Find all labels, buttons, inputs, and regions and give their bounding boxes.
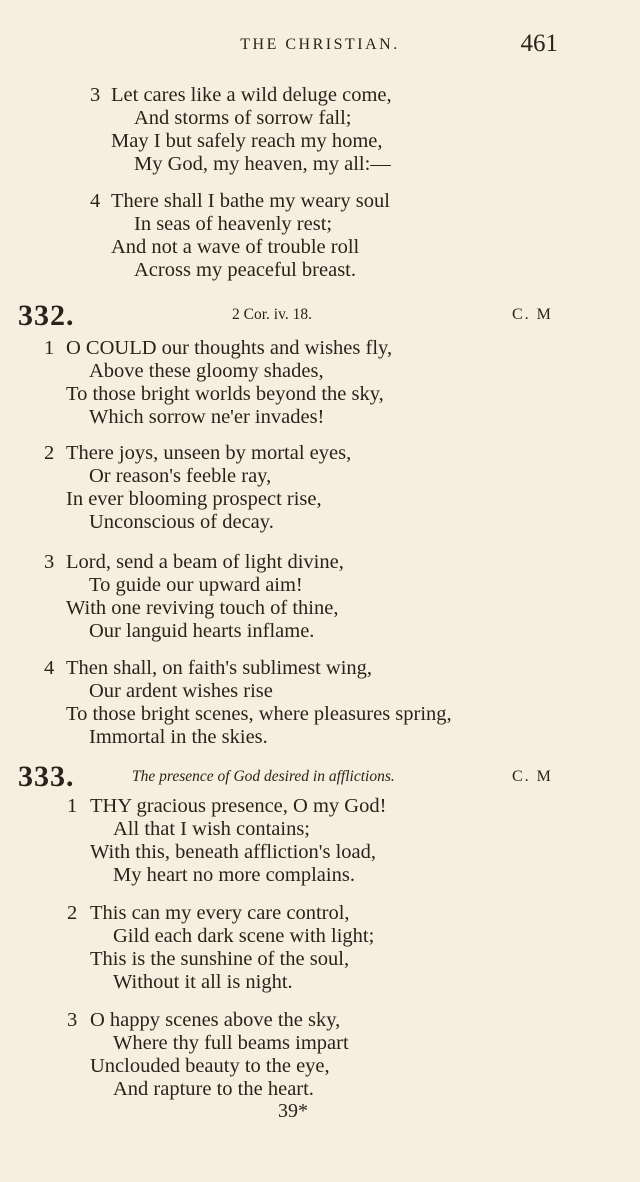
verse-line: To those bright scenes, where pleasures spring, bbox=[66, 703, 452, 725]
stanza-number: 4 bbox=[90, 190, 101, 212]
verse-line: O happy scenes above the sky, bbox=[90, 1009, 341, 1031]
stanza-number: 3 bbox=[90, 84, 101, 106]
verse-line: Which sorrow ne'er invades! bbox=[89, 406, 325, 428]
hymn-meter: C. M bbox=[512, 768, 553, 785]
stanza-number: 3 bbox=[67, 1009, 78, 1031]
verse-line: Our languid hearts inflame. bbox=[89, 620, 315, 642]
stanza-number: 1 bbox=[67, 795, 78, 817]
page-number: 461 bbox=[520, 30, 558, 57]
verse-line: Then shall, on faith's sublimest wing, bbox=[66, 657, 373, 679]
stanza-number: 1 bbox=[44, 337, 55, 359]
verse-line: Unclouded beauty to the eye, bbox=[90, 1055, 330, 1077]
verse-line: My heart no more complains. bbox=[113, 864, 355, 886]
verse-line: In seas of heavenly rest; bbox=[134, 213, 333, 235]
stanza-number: 2 bbox=[67, 902, 78, 924]
signature-mark: 39* bbox=[278, 1100, 308, 1122]
hymn-number: 333. bbox=[18, 760, 75, 793]
verse-line: Above these gloomy shades, bbox=[89, 360, 324, 382]
stanza-number: 3 bbox=[44, 551, 55, 573]
verse-line: Our ardent wishes rise bbox=[89, 680, 273, 702]
verse-line: Gild each dark scene with light; bbox=[113, 925, 375, 947]
verse-line: And rapture to the heart. bbox=[113, 1078, 314, 1100]
verse-line: With this, beneath affliction's load, bbox=[90, 841, 377, 863]
verse-line: There shall I bathe my weary soul bbox=[111, 190, 390, 212]
verse-line: In ever blooming prospect rise, bbox=[66, 488, 322, 510]
hymn-reference: 2 Cor. iv. 18. bbox=[232, 306, 312, 323]
hymn-reference: The presence of God desired in afflictions. bbox=[132, 768, 395, 785]
hymn-meter: C. M bbox=[512, 306, 553, 323]
verse-line: My God, my heaven, my all:— bbox=[134, 153, 391, 175]
verse-line: This is the sunshine of the soul, bbox=[90, 948, 350, 970]
verse-line: This can my every care control, bbox=[90, 902, 350, 924]
verse-line: Or reason's feeble ray, bbox=[89, 465, 272, 487]
verse-line: Let cares like a wild deluge come, bbox=[111, 84, 392, 106]
verse-line: Unconscious of decay. bbox=[89, 511, 274, 533]
verse-line: And not a wave of trouble roll bbox=[111, 236, 360, 258]
verse-line: All that I wish contains; bbox=[113, 818, 311, 840]
verse-line: There joys, unseen by mortal eyes, bbox=[66, 442, 352, 464]
verse-line: May I but safely reach my home, bbox=[111, 130, 383, 152]
verse-line: And storms of sorrow fall; bbox=[134, 107, 352, 129]
verse-line: Lord, send a beam of light divine, bbox=[66, 551, 344, 573]
verse-line: To guide our upward aim! bbox=[89, 574, 303, 596]
verse-line: THY gracious presence, O my God! bbox=[90, 795, 387, 817]
hymn-number: 332. bbox=[18, 299, 75, 332]
stanza-number: 4 bbox=[44, 657, 55, 679]
running-header: THE CHRISTIAN. bbox=[240, 36, 400, 53]
verse-line: Immortal in the skies. bbox=[89, 726, 268, 748]
verse-line: To those bright worlds beyond the sky, bbox=[66, 383, 384, 405]
verse-line: Where thy full beams impart bbox=[113, 1032, 349, 1054]
verse-line: With one reviving touch of thine, bbox=[66, 597, 339, 619]
verse-line: Across my peaceful breast. bbox=[134, 259, 356, 281]
verse-line: O COULD our thoughts and wishes fly, bbox=[66, 337, 393, 359]
stanza-number: 2 bbox=[44, 442, 55, 464]
verse-line: Without it all is night. bbox=[113, 971, 293, 993]
